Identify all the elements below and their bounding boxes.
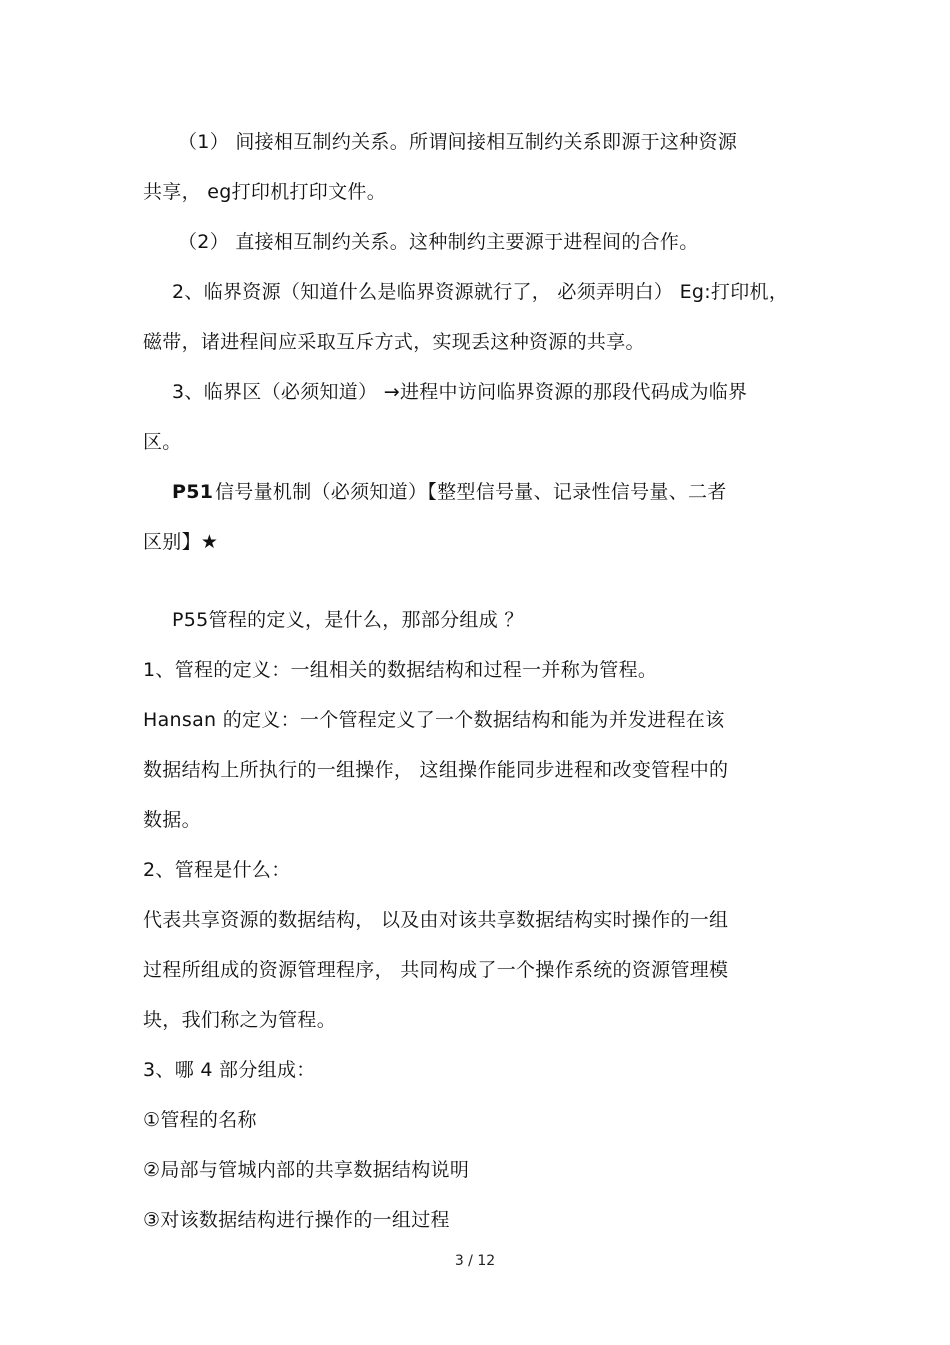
text-line: 信号量机制（必须知道）【整型信号量、记录性信号量、二者 (215, 481, 727, 503)
page-number: 3 / 12 (454, 1253, 496, 1269)
text-line: 共享， eg打印机打印文件。 (143, 181, 386, 203)
text-line: 3、哪 4 部分组成： (143, 1059, 316, 1081)
list-item: ③对该数据结构进行操作的一组过程 (143, 1209, 450, 1231)
text-line: 2、管程是什么： (143, 859, 291, 881)
section-heading-p55: P55管程的定义，是什么，那部分组成 ？ (172, 609, 524, 631)
section-label-p51: P51 (172, 481, 214, 503)
text-line: 1、管程的定义：一组相关的数据结构和过程一并称为管程。 (143, 659, 658, 681)
text-line: 2、临界资源（知道什么是临界资源就行了， 必须弄明白） Eg:打印机， (172, 281, 789, 303)
text-line: 过程所组成的资源管理程序， 共同构成了一个操作系统的资源管理模 (143, 959, 729, 981)
text-line: 数据。 (143, 809, 201, 831)
text-line: （2） 直接相互制约关系。这种制约主要源于进程间的合作。 (178, 231, 699, 253)
text-line: 块，我们称之为管程。 (143, 1009, 337, 1031)
text-line: 数据结构上所执行的一组操作， 这组操作能同步进程和改变管程中的 (143, 759, 729, 781)
text-line: Hansan 的定义：一个管程定义了一个数据结构和能为并发进程在该 (143, 709, 725, 731)
text-line: 磁带，诸进程间应采取互斥方式，实现丢这种资源的共享。 (143, 331, 645, 353)
text-line: 区。 (143, 431, 182, 453)
text-line: 代表共享资源的数据结构， 以及由对该共享数据结构实时操作的一组 (143, 909, 729, 931)
text-line: 3、临界区（必须知道） →进程中访问临界资源的那段代码成为临界 (172, 381, 748, 403)
list-item: ②局部与管城内部的共享数据结构说明 (143, 1159, 470, 1181)
list-item: ①管程的名称 (143, 1109, 257, 1131)
text-line: 区别】★ (143, 531, 219, 553)
text-line: （1） 间接相互制约关系。所谓间接相互制约关系即源于这种资源 (178, 131, 738, 153)
